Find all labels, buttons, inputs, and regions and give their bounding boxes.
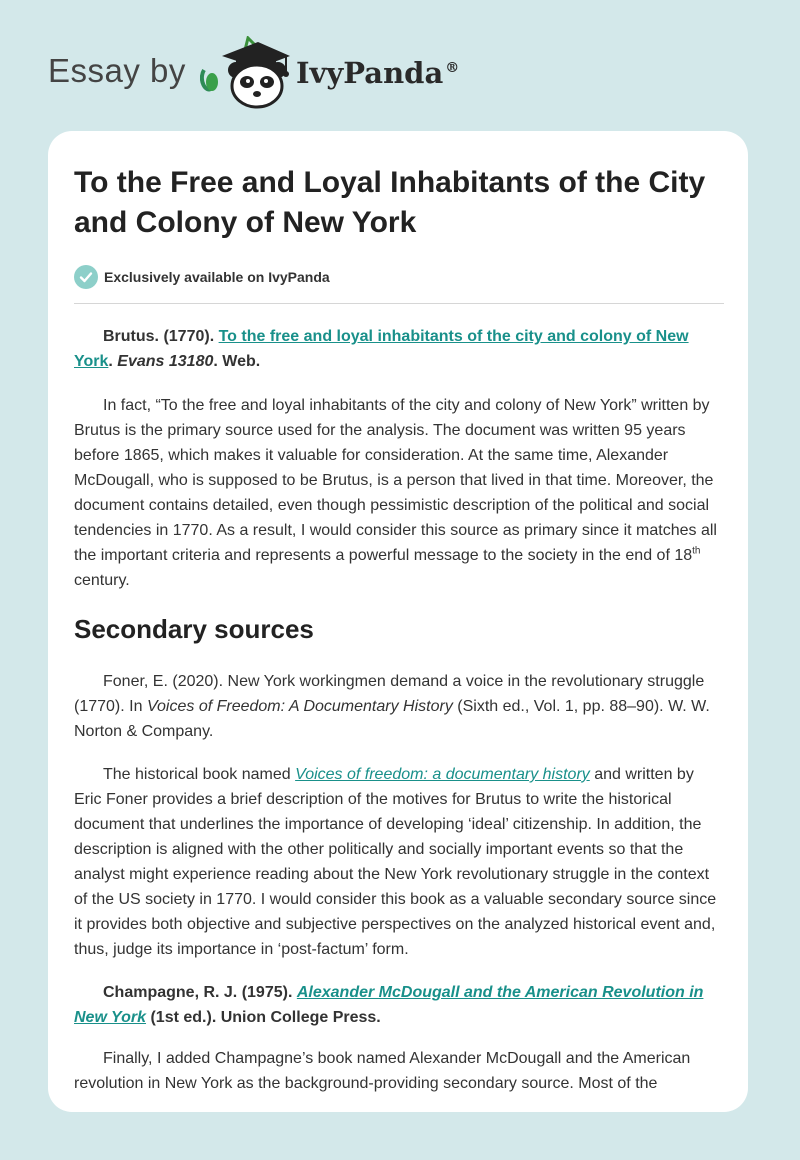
check-icon [74,265,98,289]
brand-prefix: Essay by [48,52,186,89]
reference-champagne: Champagne, R. J. (1975). Alexander McDougall and the American Revolution in New York (1st ed.). Union College Press. [74,984,704,1026]
reference-source: Evans 13180 [117,353,214,370]
analysis-paragraph: In fact, “To the free and loyal inhabitants of the city and colony of New York” written by Brutus is the primary source used for the analysis. The document was written 95 years before 1865, which makes it valuable for consideration. At the same time, Alexander McDougall, who is supposed to be Brutus, is a person that lived in that time. Moreover, the document contains detailed, even though pessimistic description of the political and social tendencies in 1770. As a result, I would consider this source as primary since it matches all the important criteria and represents a powerful message to the society in the end of 18th century. [74,397,717,589]
registered-mark: ® [445,60,460,77]
site-header [0,0,800,130]
superscript-th: th [692,545,701,557]
reference-dot: . [108,353,118,370]
reference-brutus [74,324,724,374]
book-paragraph: The historical book named Voices of freedom: a documentary history and written by Eric Foner provides a brief description of the motives for Brutus to write the historical document that underlines the importance of developing ‘ideal’ citizenship. In addition, the description is aligned with the other politically and socially important events so that the analyst might experience reading about the New York revolutionary struggle in the context of the US society in 1770. I would consider this book as a valuable secondary source since it provides both objective and subjective perspectives on the analyzed historical event and, thus, judge its importance in ‘post-factum’ form. [74,766,717,958]
final-paragraph: Finally, I added Champagne’s book named Alexander McDougall and the American revolution in New York as the background-providing secondary source. Most of the [74,1050,691,1092]
foner-book-title: Voices of Freedom: A Documentary History [146,698,453,715]
reference-suffix: . Web. [213,353,261,370]
badge-text: Exclusively available on IvyPanda [104,269,330,285]
reference-foner: Foner, E. (2020). New York workingmen demand a voice in the revolutionary struggle (1770). In Voices of Freedom: A Documentary History (Sixth ed., Vol. 1, pp. 88–90). W. W. Norton & Company. [74,673,710,740]
book-link[interactable]: Voices of freedom: a documentary history [295,766,590,783]
secondary-sources-heading: Secondary sources [74,614,314,644]
reference-link-champagne[interactable]: Alexander McDougall and the American Revolution in New York [74,984,704,1026]
essay-content [74,163,724,1096]
essay-title: To the Free and Loyal Inhabitants of the City and Colony of New York [74,166,706,239]
panda-graduate-logo-icon[interactable] [200,36,292,110]
reference-author: Brutus. (1770). [103,328,219,345]
exclusive-badge [74,265,724,289]
brand-name[interactable]: IvyPanda ® [296,56,460,90]
divider [74,303,724,304]
essay-card [48,131,748,1112]
reference-link[interactable]: To the free and loyal inhabitants of the city and colony of New York [74,328,689,370]
